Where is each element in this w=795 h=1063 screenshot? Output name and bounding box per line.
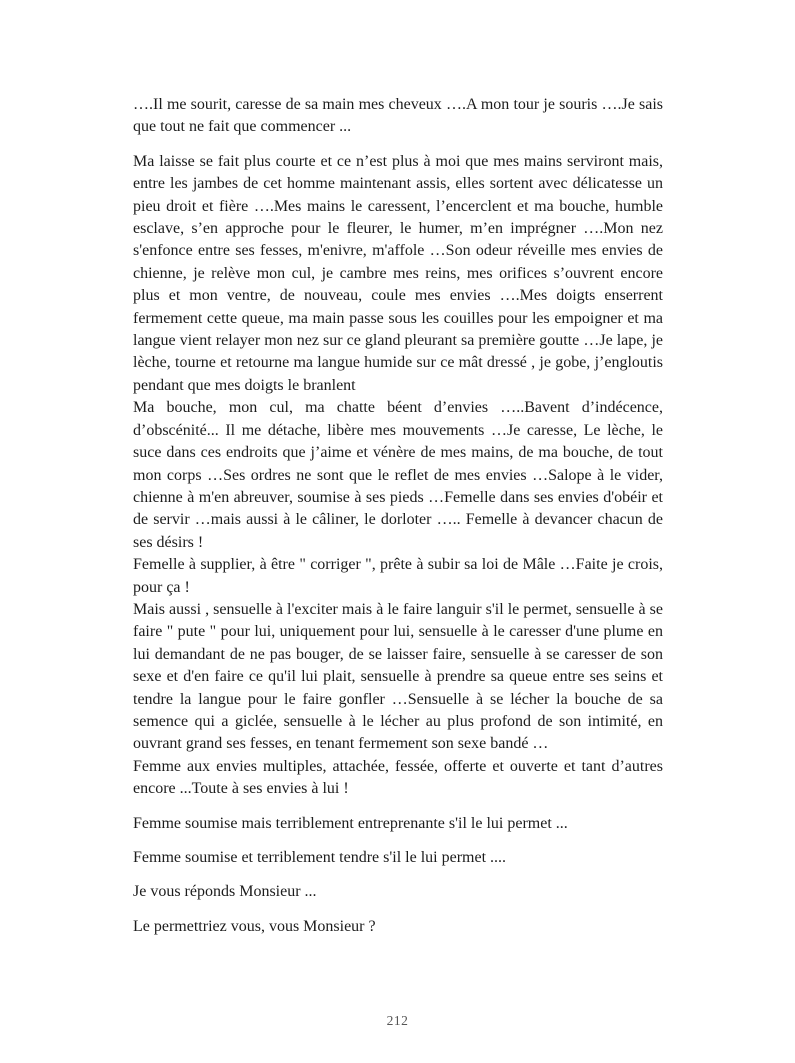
paragraph: Le permettriez vous, vous Monsieur ? — [133, 917, 376, 935]
paragraph: Femme aux envies multiples, attachée, fessée, offerte et ouverte et tant d’autres encore ...Toute à ses envies à lui ! — [133, 757, 663, 798]
paragraph: Femme soumise mais terriblement entreprenante s'il le lui permet ... — [133, 814, 568, 832]
paragraph: Je vous réponds Monsieur ... — [133, 883, 317, 901]
body-text — [133, 94, 663, 938]
paragraph: Mais aussi , sensuelle à l'exciter mais à le faire languir s'il le permet, sensuelle à se faire " pute " pour lui, uniquement pour lui, sensuelle à le caresser d'une plume en lui demandant de ne pas bouger, de se laisser faire, sensuelle à se caresser de son sexe et d'en faire ce qu'il lui plait, sensuelle à prendre sa queue entre ses seins et tendre la langue pour le faire gonfler …Sensuelle à se lécher la bouche de sa semence qui a giclée, sensuelle à le lécher au plus profond de son intimité, en ouvrant grand ses fesses, en tenant fermement son sexe bandé … — [133, 600, 663, 753]
paragraph: Femme soumise et terriblement tendre s'il le lui permet .... — [133, 849, 507, 866]
page-number: 212 — [386, 1013, 409, 1028]
paragraph: Ma laisse se fait plus courte et ce n’est plus à moi que mes mains serviront mais, entre les jambes de cet homme maintenant assis, elles sortent avec délicatesse un pieu droit et fière ….Mes mains le caressent, l’encerclent et ma bouche, humble esclave, s’en approche pour le fleurer, le humer, m’en imprégner ….Mon nez s'enfonce entre ses fesses, m'enivre, m'affole …Son odeur réveille mes envies de chienne, je relève mon cul, je cambre mes reins, mes orifices s’ouvrent encore plus et mon ventre, de nouveau, coule mes envies ….Mes doigts enserrent fermement cette queue, ma main passe sous les couilles pour les empoigner et ma langue vient relayer mon nez sur ce gland pleurant sa première goutte …Je lape, je lèche, tourne et retourne ma langue humide sur ce mât dressé , je gobe, j’engloutis pendant que mes doigts le branlent — [133, 152, 663, 394]
paragraph: Ma bouche, mon cul, ma chatte béent d’envies …..Bavent d’indécence, d’obscénité... Il me détache, libère mes mouvements …Je caresse, Le lèche, le suce dans ces endroits que j’aime et vénère de mes mains, de ma bouche, de tout mon corps …Ses ordres ne sont que le reflet de mes envies …Salope à le vider, chienne à m'en abreuver, soumise à ses pieds …Femelle dans ses envies d'obéir et de servir …mais aussi à le câliner, le dorloter ….. Femelle à devancer chacun de ses désirs ! — [133, 399, 663, 551]
paragraph: ….Il me sourit, caresse de sa main mes cheveux ….A mon tour je souris ….Je sais que tout ne fait que commencer ... — [133, 96, 663, 136]
paragraph: Femelle à supplier, à être " corriger ", prête à subir sa loi de Mâle …Faite je crois, pour ça ! — [133, 556, 663, 596]
